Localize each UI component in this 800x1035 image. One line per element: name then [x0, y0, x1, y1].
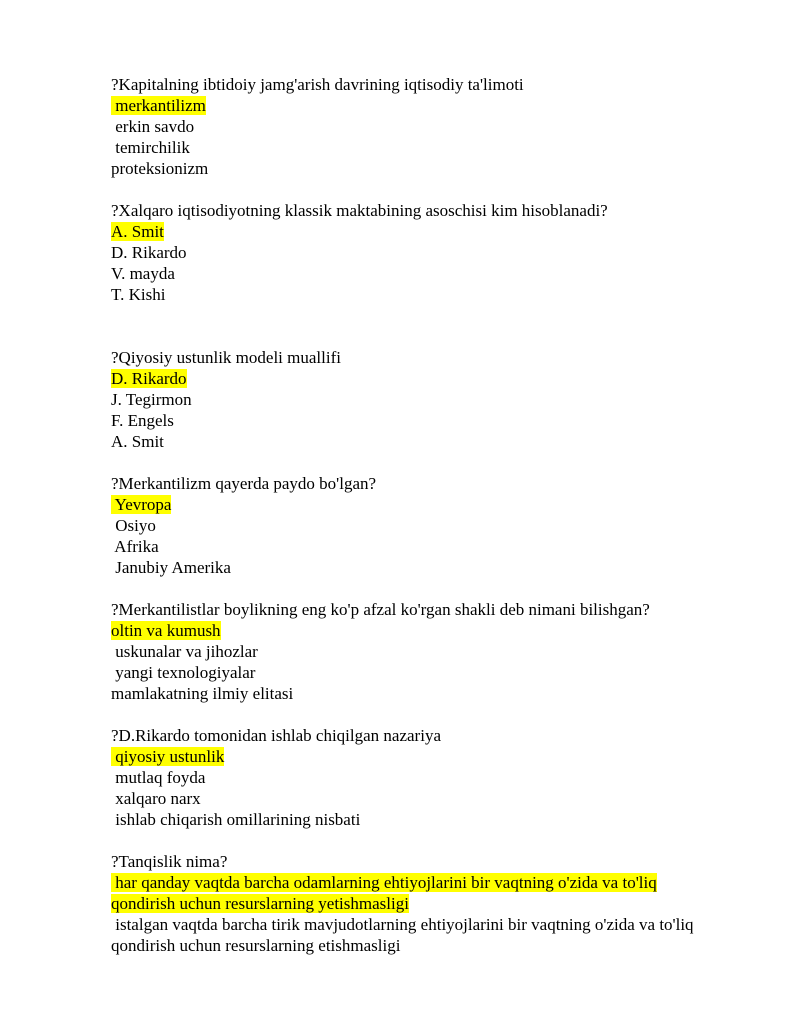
- correct-answer: oltin va kumush: [111, 621, 221, 640]
- answer-option: yangi texnologiyalar: [111, 663, 256, 682]
- question-block: [111, 851, 761, 956]
- answer-option: Afrika: [111, 537, 159, 556]
- correct-answer: D. Rikardo: [111, 369, 187, 388]
- question-text: ?Merkantilistlar boylikning eng ko'p afzal ko'rgan shakli deb nimani bilishgan?: [111, 600, 650, 619]
- correct-answer: Yevropa: [111, 495, 172, 514]
- correct-answer: qondirish uchun resurslarning yetishmasligi: [111, 894, 409, 913]
- answer-option: T. Kishi: [111, 285, 166, 304]
- question-text: ?D.Rikardo tomonidan ishlab chiqilgan nazariya: [111, 726, 441, 745]
- answer-option: ishlab chiqarish omillarining nisbati: [111, 810, 361, 829]
- question-block: [111, 725, 761, 830]
- answer-option: mamlakatning ilmiy elitasi: [111, 684, 294, 703]
- question-text: ?Merkantilizm qayerda paydo bo'lgan?: [111, 474, 377, 493]
- answer-option: F. Engels: [111, 411, 174, 430]
- question-block: [111, 347, 761, 452]
- answer-option: erkin savdo: [111, 117, 195, 136]
- answer-option: Osiyo: [111, 516, 156, 535]
- document-body: [111, 74, 761, 956]
- question-text: ?Xalqaro iqtisodiyotning klassik maktabining asoschisi kim hisoblanadi?: [111, 201, 608, 220]
- answer-option: A. Smit: [111, 432, 164, 451]
- answer-option: temirchilik: [111, 138, 190, 157]
- answer-option: D. Rikardo: [111, 243, 187, 262]
- question-text: ?Qiyosiy ustunlik modeli muallifi: [111, 348, 341, 367]
- answer-option: V. mayda: [111, 264, 175, 283]
- question-block: [111, 200, 761, 305]
- answer-option: J. Tegirmon: [111, 390, 192, 409]
- correct-answer: har qanday vaqtda barcha odamlarning ehtiyojlarini bir vaqtning o'zida va to'liq: [111, 873, 657, 892]
- question-text: ?Kapitalning ibtidoiy jamg'arish davrining iqtisodiy ta'limoti: [111, 75, 524, 94]
- answer-option: qondirish uchun resurslarning etishmasligi: [111, 936, 401, 955]
- answer-option: mutlaq foyda: [111, 768, 206, 787]
- correct-answer: A. Smit: [111, 222, 164, 241]
- answer-option: proteksionizm: [111, 159, 209, 178]
- answer-option: istalgan vaqtda barcha tirik mavjudotlarning ehtiyojlarini bir vaqtning o'zida va to'liq: [111, 915, 694, 934]
- question-block: [111, 74, 761, 179]
- question-block: [111, 473, 761, 578]
- answer-option: uskunalar va jihozlar: [111, 642, 258, 661]
- correct-answer: qiyosiy ustunlik: [111, 747, 225, 766]
- answer-option: xalqaro narx: [111, 789, 201, 808]
- correct-answer: merkantilizm: [111, 96, 206, 115]
- answer-option: Janubiy Amerika: [111, 558, 231, 577]
- question-text: ?Tanqislik nima?: [111, 852, 228, 871]
- question-block: [111, 599, 761, 704]
